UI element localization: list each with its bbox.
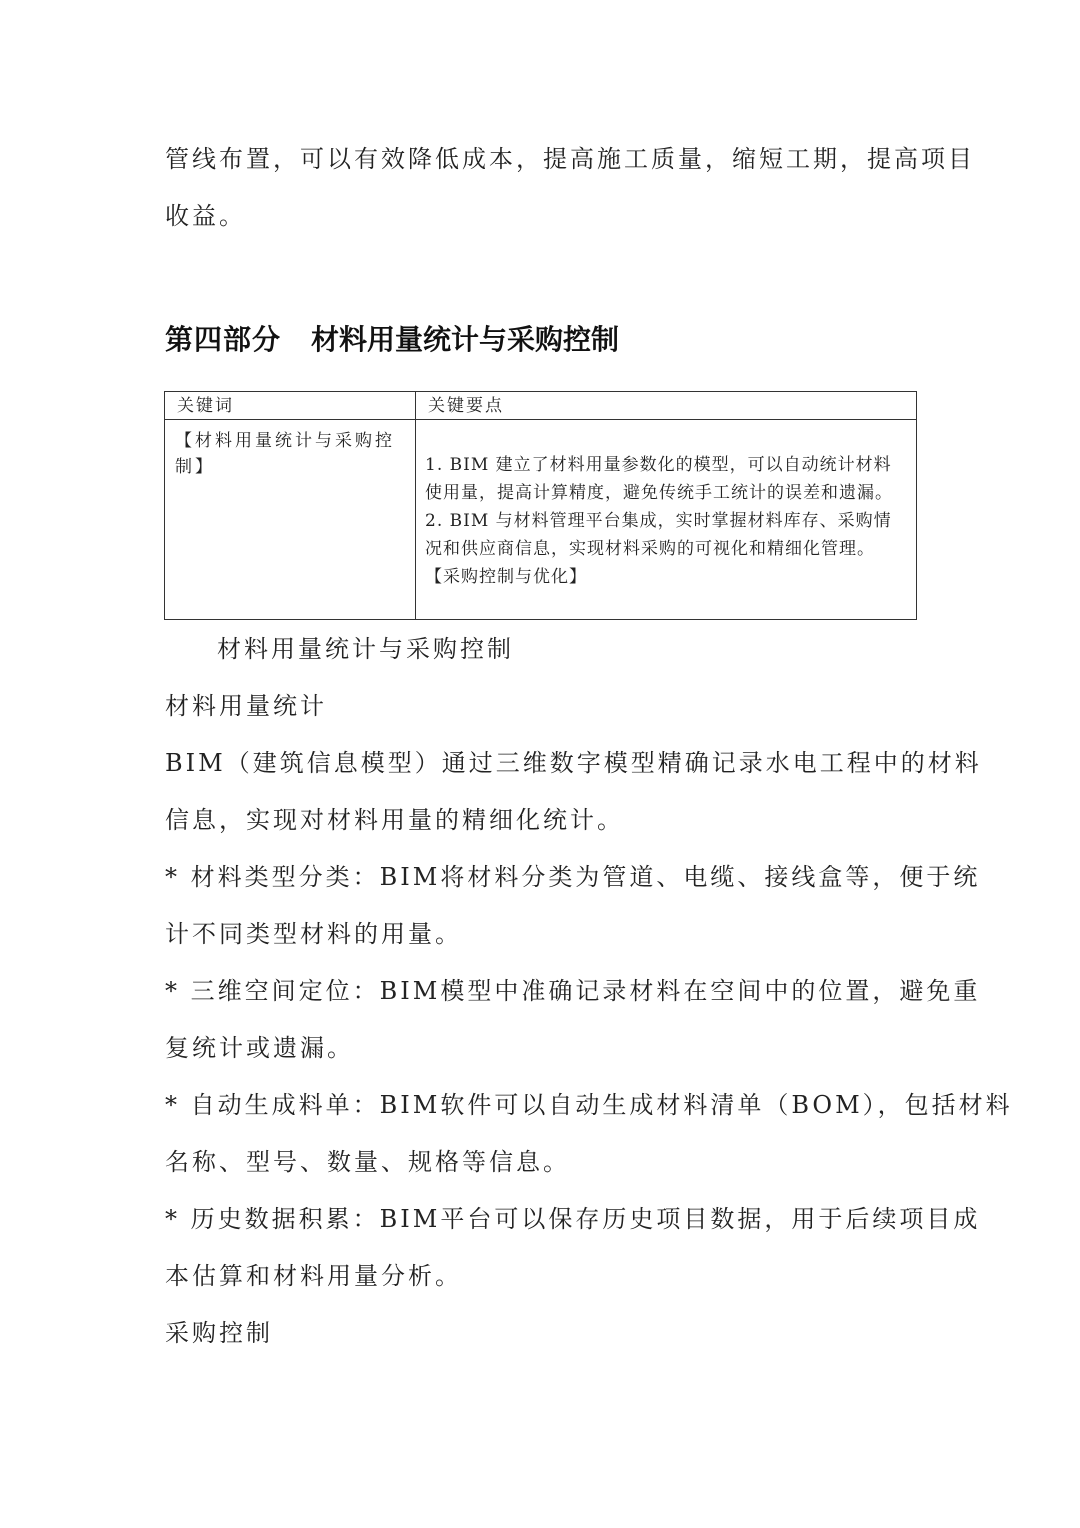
paragraph-line: 信息，实现对材料用量的精细化统计。 xyxy=(165,806,624,834)
intro-line-2: 收益。 xyxy=(165,202,246,230)
bullet-line: 计不同类型材料的用量。 xyxy=(165,920,462,948)
header-cell-points xyxy=(416,392,917,420)
paragraph-line: BIM（建筑信息模型）通过三维数字模型精确记录水电工程中的材料 xyxy=(165,749,982,777)
intro-line-1: 管线布置，可以有效降低成本，提高施工质量，缩短工期，提高项目 xyxy=(165,145,975,173)
point-line: 况和供应商信息，实现材料采购的可视化和精细化管理。 xyxy=(425,539,875,559)
bullet-line: 复统计或遗漏。 xyxy=(165,1034,354,1062)
point-line: 2. BIM 与材料管理平台集成，实时掌握材料库存、采购情 xyxy=(425,511,892,531)
points-cell xyxy=(416,420,917,620)
bullet-line: 名称、型号、数量、规格等信息。 xyxy=(165,1148,570,1176)
section-number: 第四部分 xyxy=(165,323,282,356)
header-points: 关键要点 xyxy=(428,396,504,416)
point-line: 1. BIM 建立了材料用量参数化的模型，可以自动统计材料 xyxy=(425,455,892,475)
section-heading xyxy=(165,322,619,358)
bullet-line: * 历史数据积累：BIM平台可以保存历史项目数据，用于后续项目成 xyxy=(165,1205,981,1233)
body-subtitle: 材料用量统计与采购控制 xyxy=(217,635,514,663)
subheading-material-stats: 材料用量统计 xyxy=(165,692,327,720)
table-row xyxy=(165,420,917,620)
header-cell-keyword xyxy=(165,392,416,420)
bullet-line: * 三维空间定位：BIM模型中准确记录材料在空间中的位置，避免重 xyxy=(165,977,981,1005)
keyword-text: 【材料用量统计与采购控制】 xyxy=(175,431,395,477)
table-header-row xyxy=(165,392,917,420)
bullet-line: * 材料类型分类：BIM将材料分类为管道、电缆、接线盒等，便于统 xyxy=(165,863,981,891)
keyword-cell xyxy=(165,420,416,620)
header-keyword: 关键词 xyxy=(177,396,234,416)
subheading-procurement: 采购控制 xyxy=(165,1319,273,1347)
point-line: 【采购控制与优化】 xyxy=(425,567,587,587)
keyword-table xyxy=(164,391,917,620)
point-line: 使用量，提高计算精度，避免传统手工统计的误差和遗漏。 xyxy=(425,483,893,503)
bullet-line: 本估算和材料用量分析。 xyxy=(165,1262,462,1290)
section-title: 材料用量统计与采购控制 xyxy=(311,323,620,356)
bullet-line: * 自动生成料单：BIM软件可以自动生成材料清单（BOM），包括材料 xyxy=(165,1091,1013,1119)
